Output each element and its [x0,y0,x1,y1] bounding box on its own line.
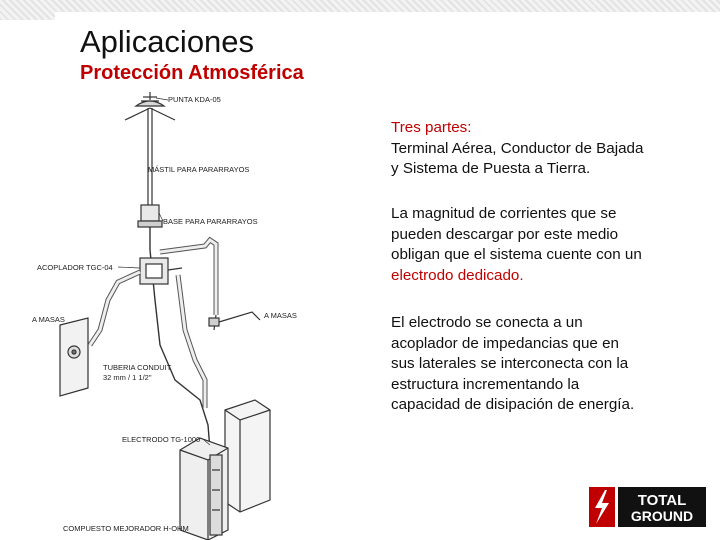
lightning-protection-diagram [0,90,390,540]
slide-subtitle: Protección Atmosférica [80,62,304,84]
paragraph-line: pueden descargar por este medio [391,225,619,243]
label-tuberia-size: 32 mm / 1 1/2" [103,373,152,382]
paragraph-electrodo [391,313,716,416]
label-punta: PUNTA KDA-05 [168,95,221,104]
top-decorative-band [0,0,720,20]
paragraph-line: y Sistema de Puesta a Tierra. [391,160,591,177]
label-mastil: MÁSTIL PARA PARARRAYOS [148,165,250,174]
paragraph-tres-partes [391,118,716,180]
paragraph-line: obligan que el sistema cuente con un [391,246,642,263]
slide-title: Aplicaciones [80,24,255,59]
label-electrodo: ELECTRODO TG-1000 [122,435,201,444]
paragraph-line: Terminal Aérea, Conductor de Bajada [391,139,644,157]
paragraph-heading: Tres partes: [391,119,472,136]
paragraph-line: capacidad de disipación de energía. [391,396,635,413]
logo-line2: GROUND [630,508,694,524]
label-acoplador: ACOPLADOR TGC-04 [37,263,113,272]
paragraph-line: estructura incrementando la [391,375,580,393]
label-tuberia: TUBERIA CONDUIT [103,363,172,372]
label-a-masas-right: A MASAS [264,311,297,320]
paragraph-magnitud [391,204,716,286]
total-ground-logo [585,484,710,532]
paragraph-line: sus laterales se interconecta con la [391,355,629,372]
paragraph-line: El electrodo se conecta a un [391,314,583,331]
paragraph-line: acoplador de impedancias que en [391,334,619,352]
label-base: BASE PARA PARARRAYOS [163,217,258,226]
paragraph-line: La magnitud de corrientes que se [391,205,617,222]
logo-line1: TOTAL [637,492,687,509]
label-a-masas-left: A MASAS [32,315,65,324]
label-compuesto: COMPUESTO MEJORADOR H-OHM [63,524,189,533]
paragraph-highlight: electrodo dedicado. [391,266,524,284]
